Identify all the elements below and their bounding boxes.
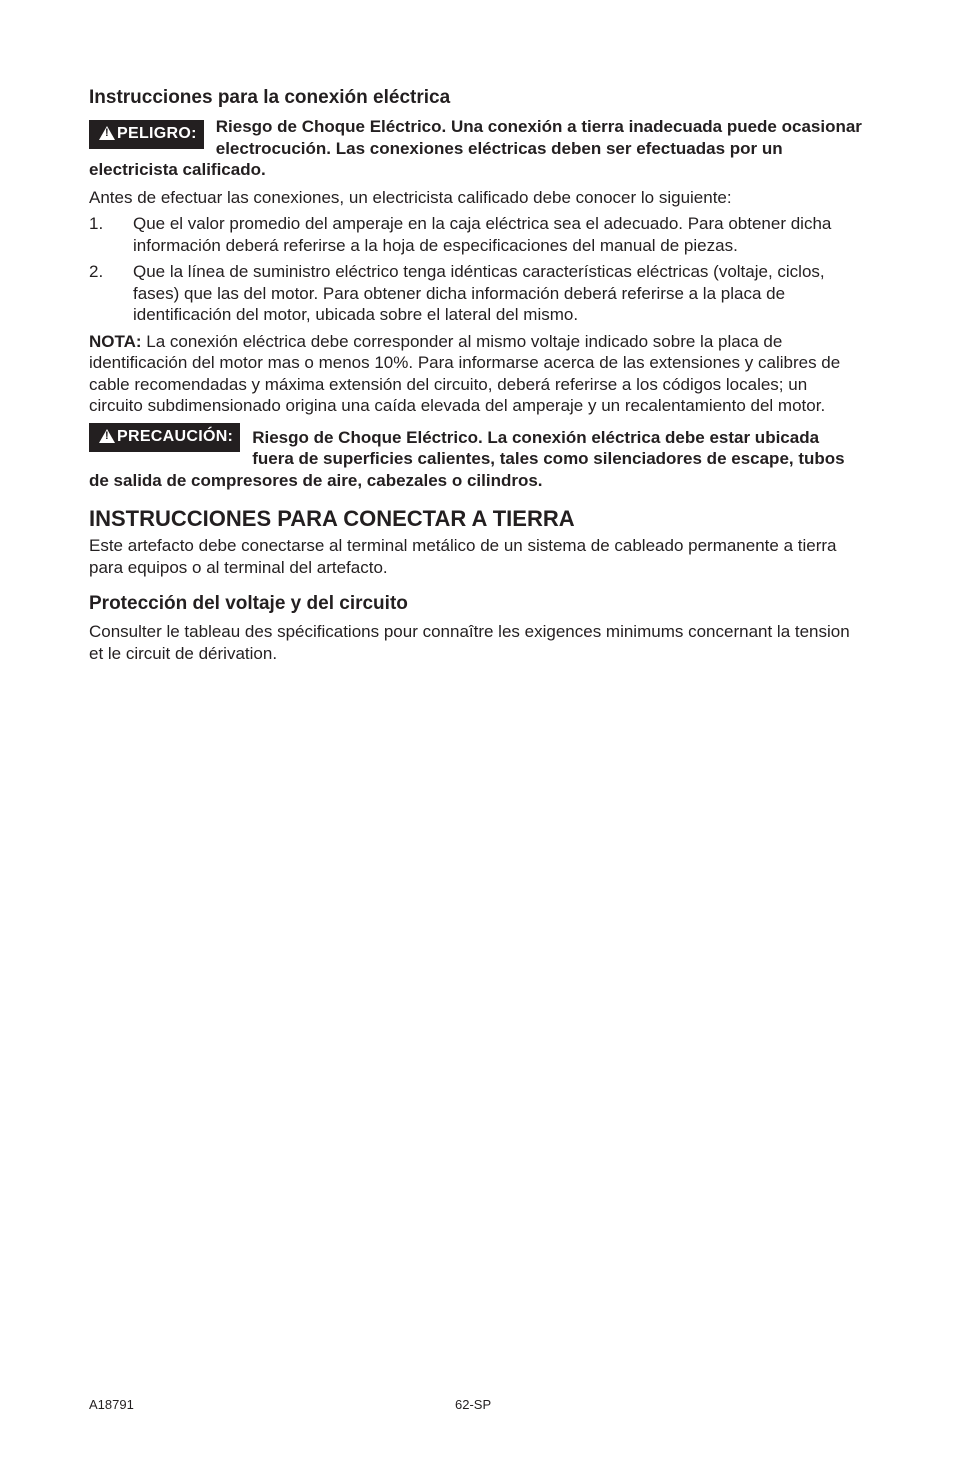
grounding-text: Este artefacto debe conectarse al terminal metálico de un sistema de cableado permanente a tierra para equipos o al terminal del artefacto. — [89, 536, 837, 577]
electrical-connection-heading: Instrucciones para la conexión eléctrica — [89, 87, 451, 108]
list-item-text: Que el valor promedio del amperaje en la caja eléctrica sea el adecuado. Para obtener dicha información deberá referirse a la hoja de especificaciones del manual de piezas. — [133, 214, 832, 255]
caution-text: Riesgo de Choque Eléctrico. La conexión eléctrica debe estar ubicada fuera de superficies calientes, tales como silenciadores de escape, tubos de salida de compresores de aire, cabezales o cilindros. — [89, 427, 845, 490]
warning-triangle-icon — [99, 429, 115, 443]
doc-number: A18791 — [89, 1397, 134, 1412]
list-item — [89, 213, 864, 256]
voltage-protection-heading: Protección del voltaje y del circuito — [89, 593, 408, 614]
danger-warning — [89, 116, 864, 181]
note-text: La conexión eléctrica debe corresponder al mismo voltaje indicado sobre la placa de identificación del motor mas o menos 10%. Para informarse acerca de las extensiones y calibres de cable recomendadas y máxima extensión del circuito, deberá referirse a los códigos locales; un circuito subdimensionado origina una caída elevada del amperaje y un recalentamiento del motor. — [89, 331, 841, 415]
caution-badge — [89, 423, 240, 452]
danger-text: Riesgo de Choque Eléctrico. Una conexión a tierra inadecuada puede ocasionar electrocución. Las conexiones eléctricas deben ser efectuadas por un electricista calificado. — [89, 117, 862, 179]
grounding-heading: INSTRUCCIONES PARA CONECTAR A TIERRA — [89, 506, 575, 531]
note-paragraph — [89, 331, 864, 417]
list-item — [89, 261, 864, 326]
list-item-number: 2. — [89, 262, 104, 281]
warning-triangle-icon — [99, 126, 115, 140]
danger-badge — [89, 120, 204, 149]
intro-text: Antes de efectuar las conexiones, un electricista calificado debe conocer lo siguiente: — [89, 187, 732, 207]
list-item-number: 1. — [89, 214, 104, 233]
requirements-list — [89, 213, 864, 326]
list-item-text: Que la línea de suministro eléctrico tenga idénticas características eléctricas (voltaje, ciclos, fases) que las del motor. Para obtener dicha información deberá referirse a la placa de identificación del motor, ubicada sobre el lateral del mismo. — [133, 262, 825, 324]
note-label: NOTA: — [89, 331, 142, 351]
page-content — [89, 86, 864, 664]
danger-badge-label: PELIGRO: — [117, 125, 197, 142]
caution-warning — [89, 419, 864, 492]
caution-badge-label: PRECAUCIÓN: — [117, 427, 234, 445]
voltage-protection-text: Consulter le tableau des spécifications pour connaître les exigences minimums concernant la tension et le circuit de dérivation. — [89, 622, 850, 663]
page-number: 62-SP — [455, 1397, 492, 1412]
